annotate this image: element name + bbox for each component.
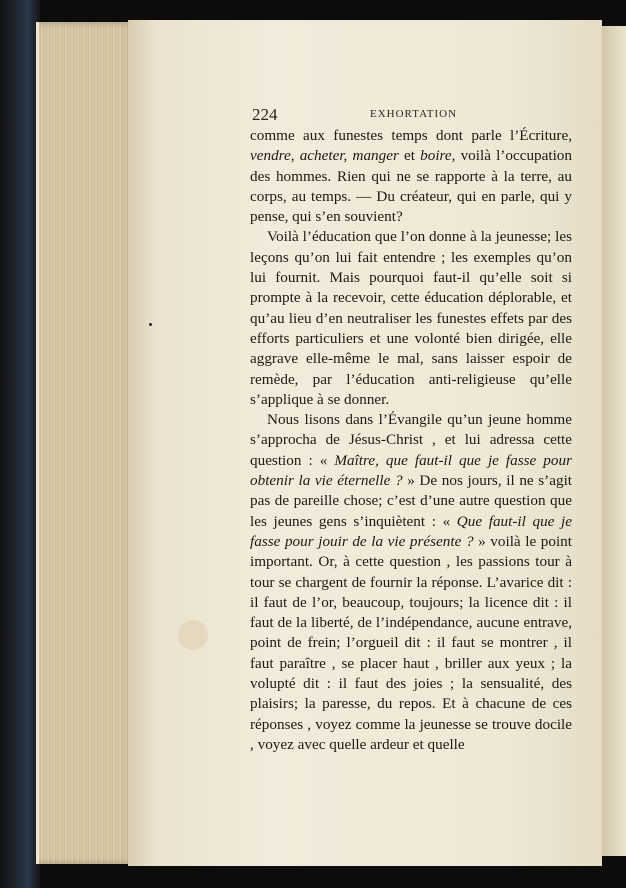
- text-span: , voilà l’occupation des hommes. Rien qui ne se rapporte à la terre, au corps, au temps. — Du créateur, qui en parle, qui y pense, qui s’en souvient?: [250, 147, 572, 226]
- paper-stain: [178, 620, 208, 650]
- paragraph: [250, 410, 572, 755]
- running-title: EXHORTATION: [370, 108, 458, 120]
- italic-span: boire: [420, 147, 452, 165]
- facing-page-edge: [600, 26, 626, 856]
- paragraph: [250, 126, 572, 227]
- italic-span: Maître, que faut-il que je fasse pour obtenir la vie éternelle ?: [250, 451, 572, 490]
- text-span: » De nos jours, il ne s’agit pas de pareille chose; c’est d’une autre question que les jeunes gens s’inquiètent : «: [250, 472, 573, 530]
- page-edges: [36, 22, 137, 864]
- text-span: comme aux funestes temps dont parle l’Écriture,: [250, 127, 572, 144]
- page-header: [252, 105, 572, 127]
- text-span: » voilà le point important. Or, à cette question , les passions tour à tour se chargent de fournir la réponse. L’avarice dit : il faut de l’or, beaucoup, toujours; la licence dit : il faut de la liberté, de l’indépendance, aucune entrave, point de frein; l’orgueil dit : il faut se montrer , il faut paraître , se placer haut , briller aux yeux ; la volupté dit : il faut des joies ; la sensualité, des plaisirs; la paresse, du repos. Et à chacune de ces réponses , voyez comme la jeunesse se trouve docile , voyez avec quelle ardeur et quelle: [250, 532, 572, 753]
- body-text: [250, 126, 572, 755]
- italic-span: Que faut-il que je fasse pour jouir de la vie présente ?: [250, 512, 572, 550]
- ink-speck: [149, 323, 152, 326]
- paragraph: [250, 227, 572, 410]
- text-span: Voilà l’éducation que l’on donne à la jeunesse; les leçons qu’on lui fait entendre ; les exemples qu’on lui fournit. Mais pourquoi faut-il qu’elle soit si prompte à la recevoir, cette éducation déplorable, et qu’au lieu d’en neutraliser les funestes effets par des efforts particuliers et une volonté bien dirigée, elle aggrave elle-même le mal, sans laisser espoir de remède, par l’éducation anti-religieuse qu’elle s’applique à se donner.: [250, 228, 572, 408]
- text-span: Nous lisons dans l’Évangile qu’un jeune homme s’approcha de Jésus-Christ , et lui adressa cette question : «: [250, 411, 572, 469]
- italic-span: vendre, acheter, manger: [250, 147, 399, 165]
- book-binding: [0, 0, 40, 888]
- page-number: 224: [252, 105, 278, 124]
- text-span: et: [398, 147, 421, 165]
